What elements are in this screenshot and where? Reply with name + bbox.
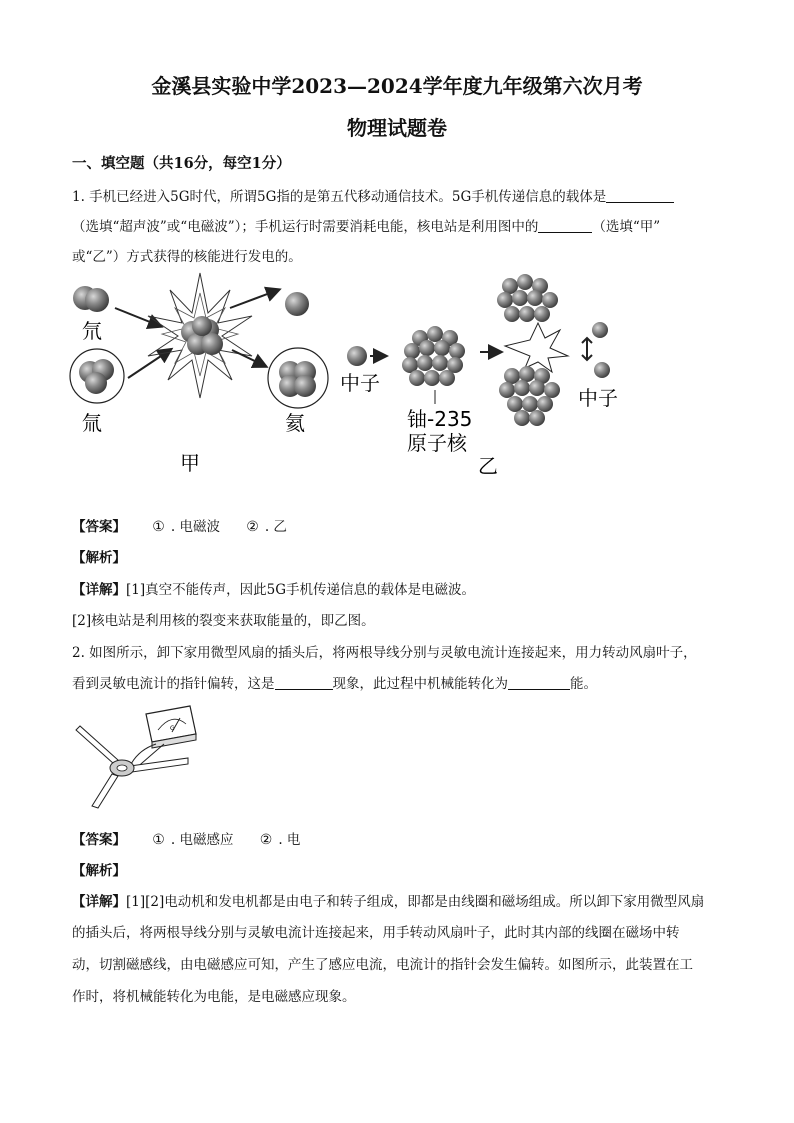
label-helium: 氦 (285, 411, 305, 435)
label-neutron-left: 中子 (340, 371, 380, 395)
meter-label: G (170, 725, 175, 732)
q1-line2 (72, 215, 660, 235)
q1-text-1: 1. 手机已经进入5G时代，所谓5G指的是第五代移动通信技术。5G手机传递信息的载体是 (72, 189, 607, 205)
q2-text-1: 看到灵敏电流计的指针偏转，这是 (72, 676, 275, 692)
q2-answer-2 (260, 828, 301, 848)
answer-text: . 乙 (264, 519, 287, 535)
q2-text-2: 现象，此过程中机械能转化为 (332, 676, 508, 692)
fragment-top (497, 274, 558, 322)
label-tritium: 氚 (82, 411, 102, 435)
q1-detail-2: [2]核电站是利用核的裂变来获取能量的，即乙图。 (72, 613, 375, 629)
helium-particle (268, 348, 328, 408)
galvanometer (146, 706, 196, 748)
q2-analysis-label: 【解析】 (72, 863, 126, 879)
fragment-bottom (499, 366, 560, 426)
answer-text: . 电磁感应 (170, 832, 234, 848)
detail-text: [1]真空不能传声，因此5G手机传递信息的载体是电磁波。 (126, 582, 475, 598)
q1-analysis-label: 【解析】 (72, 550, 126, 566)
label-yi: 乙 (478, 454, 498, 478)
q1-answer-2 (246, 515, 287, 535)
q2-line1: 2. 如图所示，卸下家用微型风扇的插头后，将两根导线分别与灵敏电流计连接起来，用力转动风扇叶子， (72, 645, 697, 661)
incoming-neutron (347, 346, 367, 366)
answer-text: . 电 (278, 832, 301, 848)
section-heading: 一、填空题（共16分，每空1分） (72, 155, 291, 172)
q1-blank-2[interactable] (538, 219, 592, 233)
fission-burst (505, 323, 568, 372)
q2-answer (72, 828, 300, 848)
out-neutron-1 (592, 322, 608, 338)
q1-answer-1 (152, 515, 220, 535)
q2-detail-2: 的插头后，将两根导线分别与灵敏电流计连接起来，用手转动风扇叶子，此时其内部的线圈在磁场中转 (72, 925, 680, 941)
q1-text-2: （选填“超声波”或“电磁波”）；手机运行时需要消耗电能，核电站是利用图中的 (72, 219, 539, 235)
q1-answer (72, 515, 287, 535)
fusion-burst (148, 273, 252, 398)
out-neutron-2 (594, 362, 610, 378)
page-title: 金溪县实验中学2023—2024学年度九年级第六次月考 (151, 74, 643, 98)
q1-blank-1[interactable] (606, 189, 674, 203)
q2-detail-1 (72, 890, 704, 910)
answer-num: ② (259, 832, 273, 848)
q2-detail-3: 动，切割磁感线，由电磁感应可知，产生了感应电流，电流计的指针会发生偏转。如图所示，此装置在工 (72, 957, 693, 973)
q2-text-3: 能。 (570, 676, 597, 692)
answer-label: 【答案】 (72, 832, 126, 848)
neutron-out (285, 292, 309, 316)
label-jia: 甲 (180, 451, 200, 475)
q1-line1 (72, 185, 674, 205)
detail-label: 【详解】 (72, 894, 126, 910)
page-subtitle: 物理试题卷 (347, 116, 447, 140)
fusion-fission-figure (60, 268, 640, 483)
q2-blank-2[interactable] (508, 676, 570, 690)
answer-text: . 电磁波 (170, 519, 220, 535)
double-arrow-icon (582, 338, 592, 360)
q2-line2 (72, 672, 597, 692)
answer-num: ① (152, 519, 165, 535)
tritium-particle (70, 349, 124, 403)
q1-line3: 或“乙”）方式获得的核能进行发电的。 (72, 249, 302, 265)
q1-text-3: （选填“甲” (592, 219, 661, 235)
detail-label: 【详解】 (72, 582, 126, 598)
label-uranium-1: 铀-235 (407, 407, 473, 431)
q2-detail-4: 作时，将机械能转化为电能，是电磁感应现象。 (72, 989, 356, 1005)
fan-galvanometer-figure (68, 700, 208, 812)
deuterium-particle (73, 286, 109, 312)
answer-num: ② (246, 519, 259, 535)
answer-label: 【答案】 (72, 519, 126, 535)
label-neutron-right: 中子 (578, 386, 618, 410)
q1-detail-1 (72, 578, 475, 598)
label-uranium-2: 原子核 (407, 431, 467, 455)
label-deuterium: 氘 (82, 319, 102, 343)
uranium-nucleus (402, 326, 465, 386)
q2-answer-1 (152, 828, 233, 848)
detail-text: [1][2]电动机和发电机都是由电子和转子组成，即都是由线圈和磁场组成。所以卸下家用微型风扇 (126, 894, 705, 910)
answer-num: ① (152, 832, 165, 848)
q2-blank-1[interactable] (275, 676, 333, 690)
